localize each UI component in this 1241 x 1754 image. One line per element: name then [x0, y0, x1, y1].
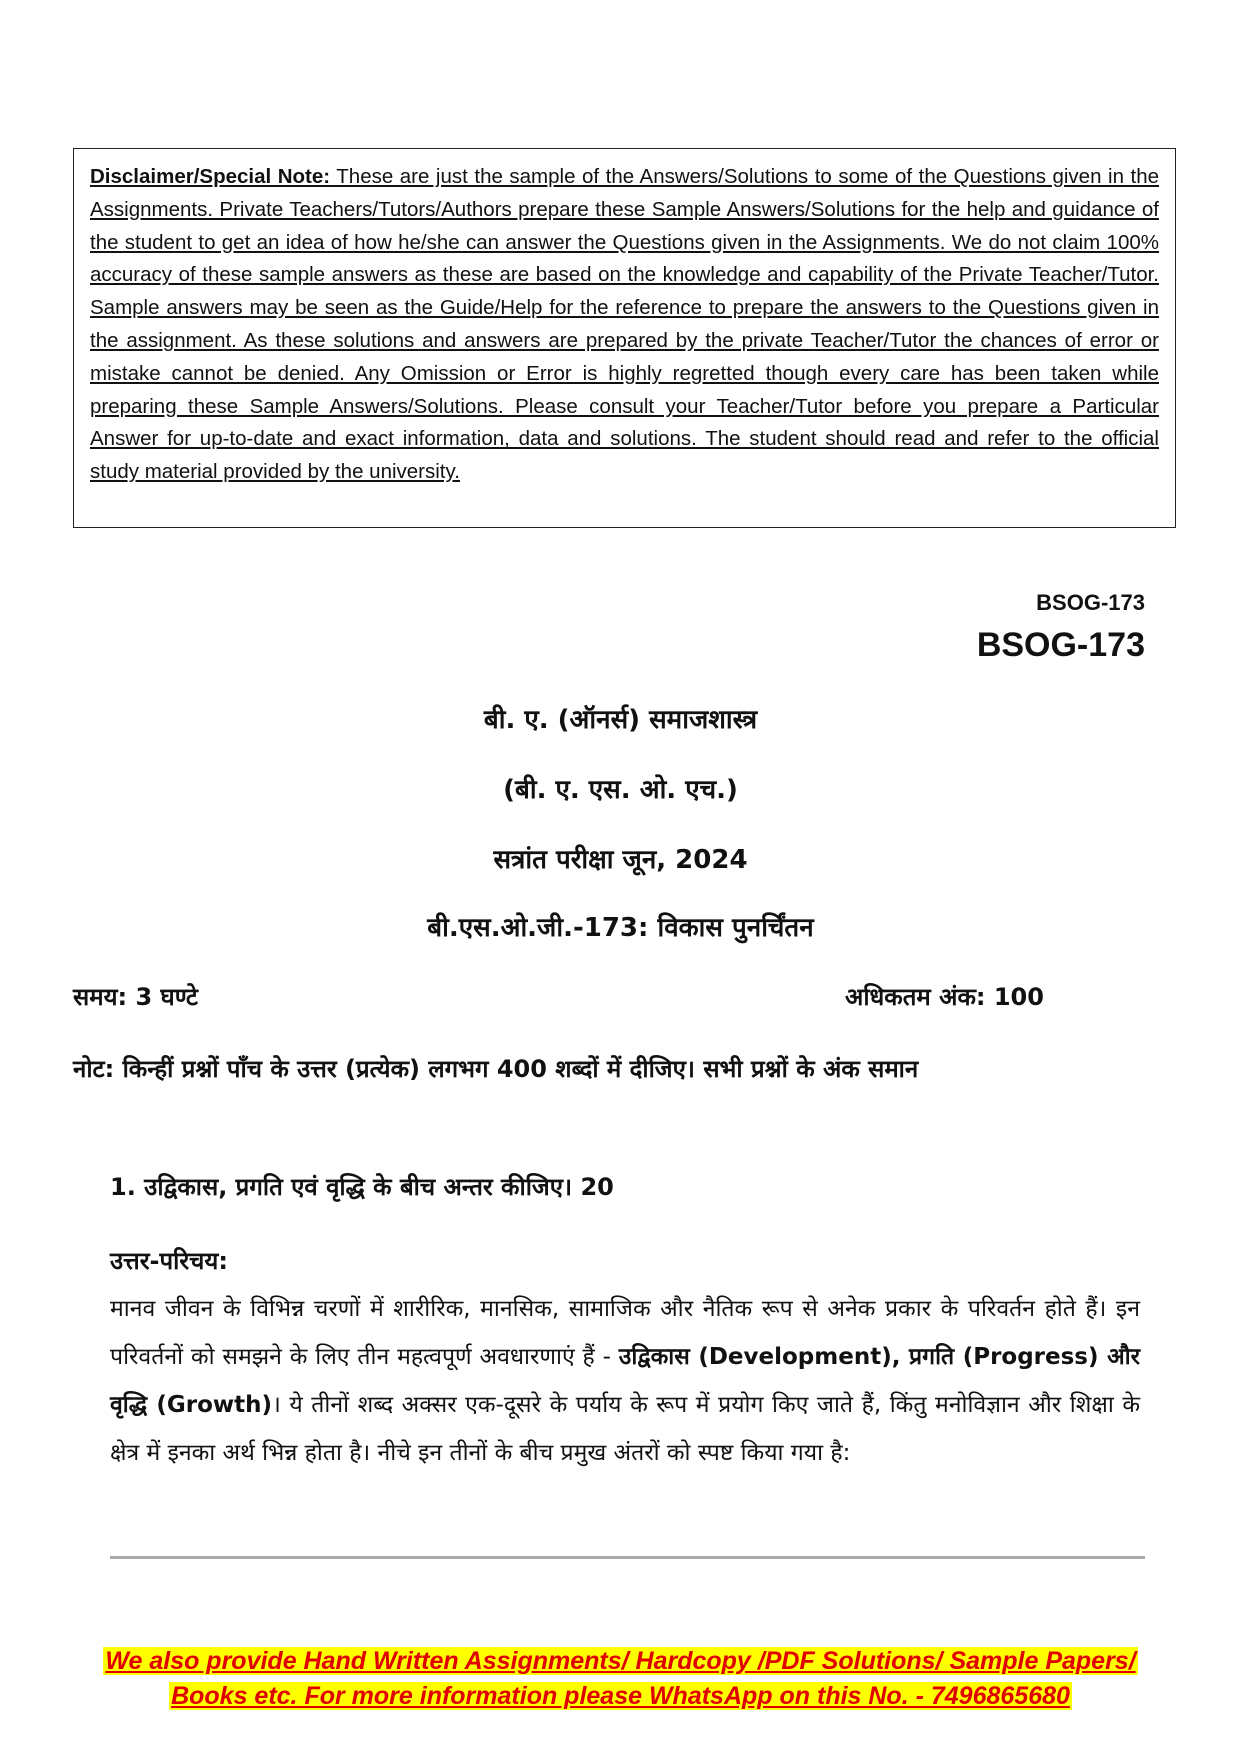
answer-paragraph: [110, 1285, 1140, 1477]
term-growth-en: (Growth): [147, 1392, 273, 1418]
answer-heading: उत्तर-परिचय:: [110, 1247, 228, 1275]
answer-rest-text: । ये तीनों शब्द अक्सर एक-दूसरे के पर्याय के रूप में प्रयोग किए जाते हैं, किंतु मनोविज्ञान और शिक्षा के क्षेत्र में इनका अर्थ भिन्न होता है। नीचे इन तीनों के बीच प्रमुख अंतरों को स्पष्ट किया गया है:: [110, 1392, 1141, 1466]
question-1: 1. उद्विकास, प्रगति एवं वृद्धि के बीच अन्तर कीजिए। 20: [110, 1173, 614, 1201]
section-divider: [110, 1556, 1145, 1559]
course-code-large: BSOG-173: [976, 626, 1145, 664]
course-code-small: BSOG-173: [1036, 590, 1145, 615]
term-conjunction: और: [1107, 1344, 1141, 1370]
promo-text-2: Books etc. For more information please WhatsApp on this No. - 7496865680: [171, 1682, 1070, 1710]
programme-abbreviation: (बी. ए. एस. ओ. एच.): [503, 775, 738, 805]
disclaimer-text: These are just the sample of the Answers/Solutions to some of the Questions given in the Assignments. Private Teachers/Tutors/Authors prepare these Sample Answers/Solutions for the help and guidance of the student to get an idea of how he/she can answer the Questions given in the Assignments. We do not claim 100% accuracy of these sample answers as these are based on the knowledge and capability of the Private Teacher/Tutor. Sample answers may be seen as the Guide/Help for the reference to prepare the answers to the Questions given in the assignment. As these solutions and answers are prepared by the private Teacher/Tutor the chances of error or mistake cannot be denied. Any Omission or Error is highly regretted though every care has been taken while preparing these Sample Answers/Solutions. Please consult your Teacher/Tutor before you prepare a Particular Answer for up-to-date and exact information, data and solutions. The student should read and refer to the official study material provided by the university.: [90, 165, 1160, 484]
term-growth: वृद्धि: [110, 1392, 148, 1418]
programme-title: बी. ए. (ऑनर्स) समाजशास्त्र: [483, 705, 758, 735]
answer-intro-text: मानव जीवन के विभिन्न चरणों में शारीरिक, मानसिक, सामाजिक और नैतिक रूप से अनेक प्रकार के परिवर्तन होते हैं। इन परिवर्तनों को समझने के लिए तीन महत्वपूर्ण अवधारणाएं हैं -: [110, 1296, 1140, 1370]
promo-text-1: We also provide Hand Written Assignments/ Hardcopy /PDF Solutions/ Sample Papers/: [105, 1647, 1136, 1675]
exam-time: समय: 3 घण्टे: [73, 983, 198, 1011]
exam-title: सत्रांत परीक्षा जून, 2024: [493, 845, 748, 875]
term-development: उद्विकास: [618, 1344, 690, 1370]
promo-line-2: [0, 1682, 1241, 1711]
term-progress-en: (Progress): [954, 1344, 1108, 1370]
max-marks: अधिकतम अंक: 100: [845, 983, 1044, 1011]
term-development-en: (Development),: [689, 1344, 910, 1370]
disclaimer-label: Disclaimer/Special Note:: [90, 165, 331, 188]
course-title: बी.एस.ओ.जी.-173: विकास पुनर्चिंतन: [427, 913, 814, 943]
promo-line-1: [0, 1647, 1241, 1676]
disclaimer-box: [73, 148, 1176, 528]
exam-note: नोट: किन्हीं प्रश्नों पाँच के उत्तर (प्रत्येक) लगभग 400 शब्दों में दीजिए। सभी प्रश्नों के अंक समान: [73, 1055, 919, 1083]
term-progress: प्रगति: [909, 1344, 955, 1370]
